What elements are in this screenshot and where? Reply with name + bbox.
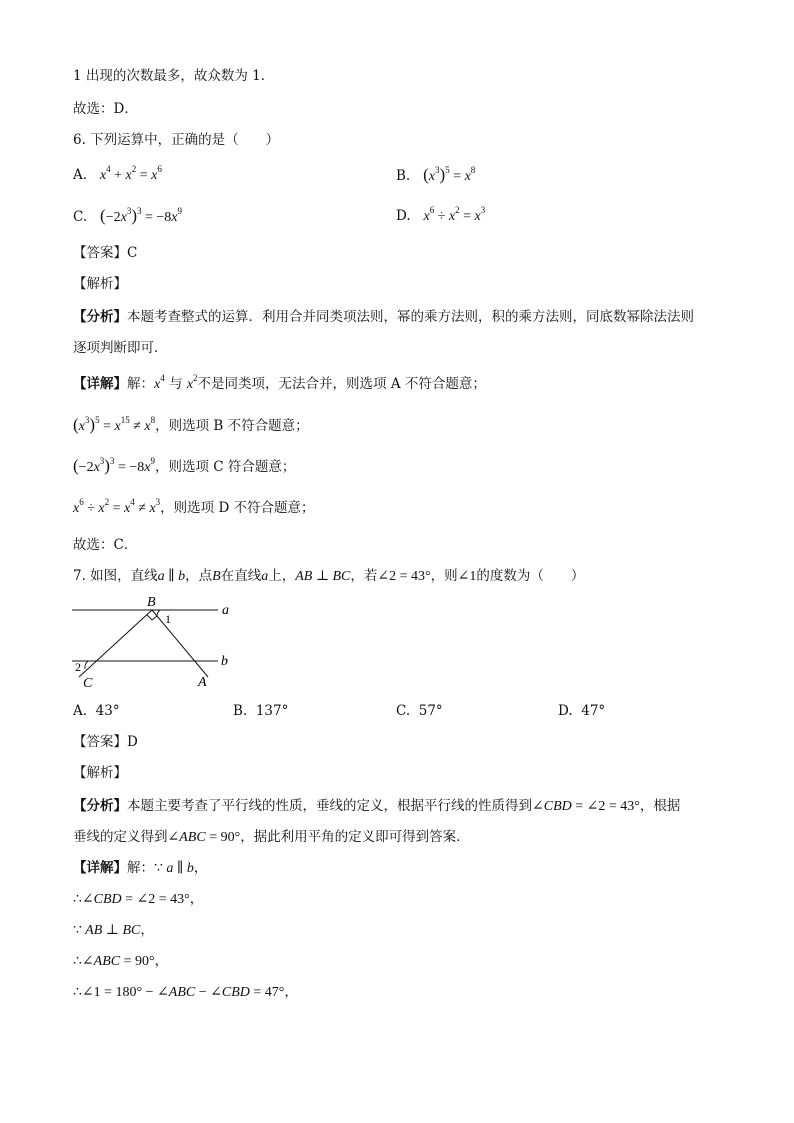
angle-2-arc [85, 661, 88, 669]
q6-fenxi: 【分析】本题考查整式的运算．利用合并同类项法则，幂的乘方法则，积的乘方法则，同底数幂除法法则 [73, 309, 694, 325]
q6-analysis-heading: 【解析】 [73, 276, 127, 292]
q7-xiangjie-2: ∴∠CBD = ∠2 = 43°， [73, 891, 204, 907]
q7-answer: 【答案】D [73, 734, 138, 750]
q6-xiangjie-c: $(-2x^3)^3 = -8x^9$，则选项 C 符合题意； [73, 456, 296, 475]
label-C: C [83, 676, 93, 691]
q7-xiangjie-3: ∵ AB ⊥ BC， [73, 922, 154, 938]
label-a: a [222, 603, 229, 618]
q7-option-a: A. 43° [73, 703, 120, 719]
q7-fenxi: 【分析】本题主要考查了平行线的性质，垂线的定义，根据平行线的性质得到∠CBD = ∠2 = 43°，根据 [73, 798, 681, 814]
label-2: 2 [75, 660, 81, 674]
q7-option-b: B. 137° [233, 703, 289, 719]
text-line: 1 出现的次数最多，故众数为 1． [73, 68, 275, 84]
q6-xiangjie-b: $(x^3)^5 = x^{15} \ne x^8$，则选项 B 不符合题意； [73, 415, 309, 434]
label-A: A [198, 675, 207, 690]
q6-xiangjie-a: 【详解】解：$x^4$ 与 $x^2$不是同类项，无法合并，则选项 A 不符合题意； [73, 373, 486, 392]
q7-xiangjie-1: 【详解】解：∵ a ∥ b， [73, 860, 208, 876]
q7-fenxi-cont: 垂线的定义得到∠ABC = 90°，据此利用平角的定义即可得到答案． [73, 829, 470, 845]
q6-answer: 【答案】C [73, 245, 138, 261]
q6-xiangjie-d: $x^6 \div x^2 = x^4 \ne x^3$，则选项 D 不符合题意； [73, 497, 315, 516]
text-line: 故选：D． [73, 101, 138, 117]
segment-bc [79, 610, 152, 677]
q6-option-a: A. $x^4 + x^2 = x^6$ [73, 164, 162, 183]
right-angle-mark [147, 615, 157, 620]
parallel-lines-figure [70, 592, 240, 692]
label-1: 1 [165, 612, 171, 626]
q6-option-d: D. $x^6 \div x^2 = x^3$ [396, 205, 486, 224]
q6-conclusion: 故选：C． [73, 537, 138, 553]
angle-1-arc [157, 610, 160, 616]
q6-option-b: B. $(x^3)^5 = x^8$ [396, 165, 476, 184]
q7-option-c: C. 57° [396, 703, 443, 719]
question-6-stem: 6. 下列运算中，正确的是（ ） [73, 132, 280, 148]
q7-xiangjie-4: ∴∠ABC = 90°， [73, 953, 169, 969]
q6-option-c: C. $(-2x^3)^3 = -8x^9$ [73, 206, 182, 225]
q7-analysis-heading: 【解析】 [73, 765, 127, 781]
q6-fenxi-cont: 逐项判断即可． [73, 340, 168, 356]
q7-option-d: D. 47° [558, 703, 606, 719]
label-B: B [147, 595, 156, 610]
label-b: b [221, 654, 228, 669]
q7-xiangjie-5: ∴∠1 = 180° − ∠ABC − ∠CBD = 47°， [73, 984, 298, 1000]
segment-ba [152, 610, 208, 677]
question-7-stem: 7. 如图，直线a ∥ b，点B在直线a上，AB ⊥ BC，若∠2 = 43°，则∠1的度数为（ ） [73, 568, 585, 584]
